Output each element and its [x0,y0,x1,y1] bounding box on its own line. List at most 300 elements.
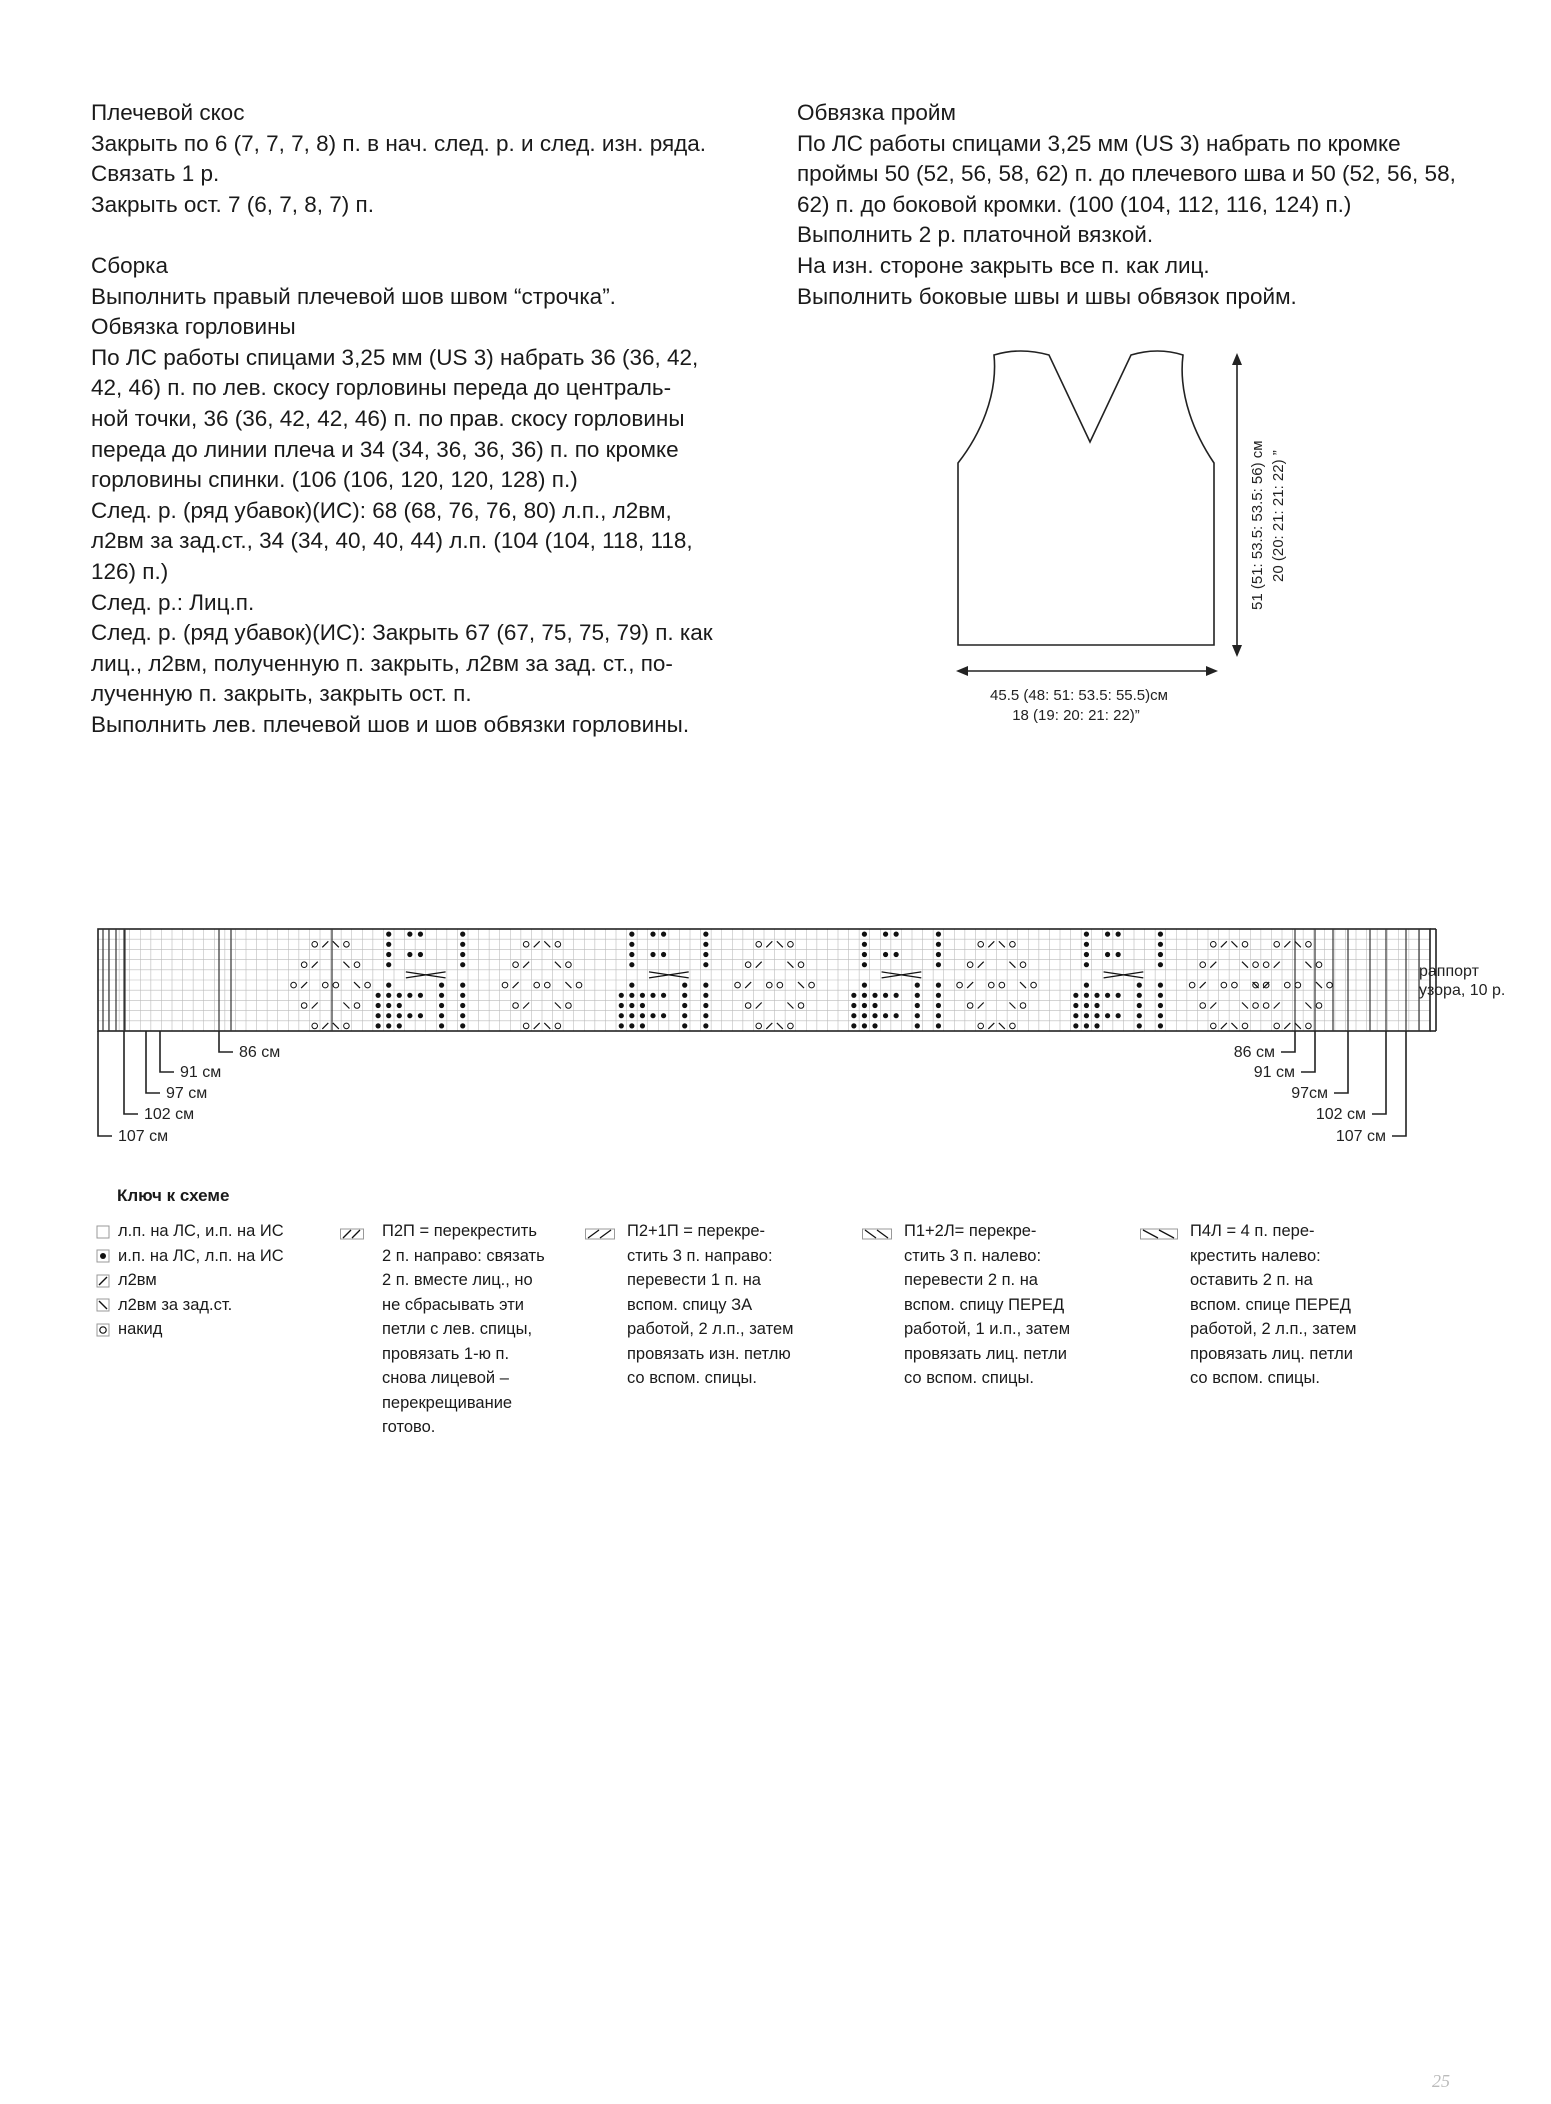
decrease-mark [534,941,540,947]
purl-dot [386,942,391,947]
purl-dot [629,1013,634,1018]
purl-dot [640,1003,645,1008]
left-text-line: л2вм за зад.ст., 34 (34, 40, 40, 44) л.п. (104 (104, 118, 118, [91,528,693,554]
purl-dot [386,962,391,967]
yarn-over-mark [1031,982,1037,988]
purl-dot [851,1023,856,1028]
decrease-mark [798,982,804,988]
purl-dot [650,1013,655,1018]
purl-dot [851,993,856,998]
width-cm-label: 45.5 (48: 51: 53.5: 55.5)см [990,687,1168,704]
yarn-over-mark [788,942,794,948]
size-bracket-right [1301,1031,1315,1072]
key-cable-3-left [862,1219,1092,1391]
decrease-mark [1200,982,1206,988]
chart-size-labels [118,1044,1386,1145]
key-basic-text: накид [118,1320,163,1338]
key-cable-text-line: снова лицевой – [382,1369,509,1387]
purl-dot [1084,983,1089,988]
yarn-over-mark [1306,1023,1312,1029]
purl-dot [915,1013,920,1018]
purl-dot [629,983,634,988]
size-bracket-left [124,1031,138,1114]
left-text-line: По ЛС работы спицами 3,25 мм (US 3) набрать 36 (36, 42, [91,344,699,370]
decrease-mark [1305,962,1311,968]
key-cable-text-line: со вспом. спицы. [627,1369,757,1387]
decrease-mark [354,982,360,988]
key-cable-text-line: П4Л = 4 п. пере- [1190,1222,1315,1240]
decrease-mark [523,1003,529,1009]
decrease-mark [565,982,571,988]
yarn-over-mark [555,942,561,948]
purl-dot [936,952,941,957]
yarn-over-mark [1010,1023,1016,1029]
size-label-right: 102 см [1315,1106,1366,1123]
arrow-right-icon [1206,666,1218,676]
purl-dot [460,962,465,967]
key-basic-item [96,1293,326,1318]
purl-dot [872,1003,877,1008]
key-symbol [96,1268,114,1293]
purl-dot [883,993,888,998]
decrease-mark [333,1023,339,1029]
key-cable-text-line: провязать лиц. петли [904,1344,1067,1363]
key-symbol [96,1219,114,1244]
decrease-mark [1221,1023,1227,1029]
yarn-over-mark [566,962,572,968]
yarn-over-mark [1316,1003,1322,1009]
purl-dot [1094,1023,1099,1028]
purl-dot [460,983,465,988]
left-text-line: горловины спинки. (106 (106, 120, 120, 128) п.) [91,467,578,493]
chart-key-title: Ключ к схеме [117,1186,230,1205]
yarn-over-mark [1020,1003,1026,1009]
key-cable-symbol [862,1219,898,1248]
left-text-line: След. р.: Лиц.п. [91,589,255,615]
key-cable-symbol [1140,1219,1184,1248]
size-label-right: 91 см [1253,1064,1295,1081]
purl-dot [936,983,941,988]
purl-dot [1137,1023,1142,1028]
key-cable-text-line: работой, 2 л.п., затем [627,1320,794,1338]
key-cable-text [1190,1219,1356,1391]
size-label-left: 102 см [144,1106,195,1123]
yarn-over-mark [365,982,371,988]
left-text-line: лиц., л2вм, полученную п. закрыть, л2вм за зад. ст., по- [91,650,673,676]
key-symbol [96,1317,114,1342]
yarn-over-mark [1253,1003,1259,1009]
left-text-line: Плечевой скос [91,100,245,125]
left-text-line: 126) п.) [91,558,169,584]
purl-dot [386,952,391,957]
purl-dot [439,983,444,988]
decrease-mark [1210,962,1216,968]
purl-dot [862,1023,867,1028]
key-cable-text-line: 2 п. направо: связать [382,1246,545,1265]
key-cable-text-line: вспом. спицу ПЕРЕД [904,1295,1065,1314]
purl-dot [439,1003,444,1008]
yarn-over-mark [555,1023,561,1029]
yarn-over-mark [766,982,772,988]
purl-dot [862,983,867,988]
purl-dot [703,1013,708,1018]
yarn-over-mark [1020,962,1026,968]
purl-dot [851,1003,856,1008]
purl-dot [915,993,920,998]
yarn-over-mark [1232,982,1238,988]
yarn-over-mark [534,982,540,988]
decrease-mark [343,962,349,968]
left-text-line: переда до линии плеча и 34 (34, 36, 36, 36) п. по кромке [91,436,679,462]
purl-dot [1084,932,1089,937]
purl-dot [460,1013,465,1018]
left-slash-icon [96,1298,110,1312]
decrease-mark [1009,962,1015,968]
chart-grid [98,929,1436,1031]
purl-dot [883,932,888,937]
key-cable-text [627,1219,793,1391]
yarn-over-mark [344,1023,350,1029]
purl-dot [1158,993,1163,998]
decrease-mark [756,962,762,968]
purl-dot [1158,983,1163,988]
yarn-over-mark [576,982,582,988]
chart-size-brackets [98,1031,1406,1136]
purl-dot [661,993,666,998]
purl-dot [386,1013,391,1018]
yarn-over-mark [809,982,815,988]
left-text-line: ной точки, 36 (36, 42, 42, 46) п. по прав. скосу горловины [91,405,685,431]
decrease-mark [988,941,994,947]
purl-dot [1084,962,1089,967]
purl-dot [1105,993,1110,998]
purl-dot [1105,932,1110,937]
decrease-mark [999,1023,1005,1029]
yarn-over-mark [1306,942,1312,948]
yarn-over-mark [1284,982,1290,988]
cable-3-left-icon [862,1228,892,1240]
yarn-over-mark [957,982,963,988]
left-text-line: След. р. (ряд убавок)(ИС): Закрыть 67 (67, 75, 75, 79) п. как [91,620,713,646]
decrease-mark [756,1003,762,1009]
key-cable-text-line: П2П = перекрестить [382,1222,537,1240]
decrease-mark [333,941,339,947]
yarn-over-mark [978,1023,984,1029]
key-cable-text-line: готово. [382,1418,436,1436]
decrease-mark [1009,1003,1015,1009]
yarn-over-mark [756,1023,762,1029]
yarn-over-mark [1200,962,1206,968]
key-cable-text-line: провязать лиц. петли [1190,1344,1353,1363]
decrease-mark [978,1003,984,1009]
key-cable-text-line: не сбрасывать эти [382,1295,524,1314]
right-text-line: Выполнить 2 р. платочной вязкой. [797,222,1154,248]
purl-dot [915,1023,920,1028]
key-cable-text-line: крестить налево: [1190,1246,1321,1265]
decrease-mark [312,962,318,968]
purl-dot [883,952,888,957]
purl-dot [936,932,941,937]
yarn-over-mark [523,942,529,948]
decrease-mark [988,1023,994,1029]
purl-dot [407,1013,412,1018]
vest-outline [958,351,1214,645]
decrease-mark [1316,982,1322,988]
decrease-mark [787,1003,793,1009]
decrease-mark [544,1023,550,1029]
key-symbol [96,1244,114,1269]
purl-dot [682,1023,687,1028]
purl-dot [397,993,402,998]
purl-dot [386,932,391,937]
yarn-over-mark [798,1003,804,1009]
purl-dot [640,1023,645,1028]
yarn-over-mark [978,942,984,948]
purl-dot [894,932,899,937]
key-cable-3-right [585,1219,815,1391]
decrease-mark [777,941,783,947]
right-text-line: Выполнить боковые швы и швы обвязок пройм. [797,283,1297,309]
purl-dot [619,993,624,998]
size-label-right: 97см [1291,1085,1328,1102]
yarn-over-mark [1242,942,1248,948]
yarn-over-mark [1274,1023,1280,1029]
decrease-mark [766,941,772,947]
right-text-line: 62) п. до боковой кромки. (100 (104, 112, 116, 124) п.) [797,191,1352,217]
decrease-mark [1274,1003,1280,1009]
left-text-line: След. р. (ряд убавок)(ИС): 68 (68, 76, 76, 80) л.п., л2вм, [91,497,672,523]
purl-dot [872,1023,877,1028]
key-cable-text-line: 2 п. вместе лиц., но [382,1271,533,1289]
purl-dot [418,932,423,937]
yarn-over-mark [745,962,751,968]
empty-square-icon [96,1225,110,1239]
purl-dot [460,993,465,998]
decrease-mark [513,982,519,988]
purl-dot [418,993,423,998]
decrease-mark [787,962,793,968]
key-cable-text-line: стить 3 п. налево: [904,1246,1042,1265]
purl-dot [1073,1013,1078,1018]
key-cable-text-line: П1+2Л= перекре- [904,1222,1037,1240]
yarn-over-mark [988,982,994,988]
purl-dot [619,1023,624,1028]
purl-dot [862,993,867,998]
key-cable-text-line: петли с лев. спицы, [382,1320,533,1338]
purl-dot [439,993,444,998]
purl-dot [862,932,867,937]
decrease-mark [978,962,984,968]
key-symbol [96,1293,114,1318]
yarn-over-mark [354,962,360,968]
purl-dot [439,1013,444,1018]
key-cable-text-line: перевести 1 п. на [627,1271,761,1289]
purl-dot [703,952,708,957]
purl-dot [1158,962,1163,967]
stitch-chart [98,929,1505,1145]
yarn-over-mark [354,1003,360,1009]
yarn-over-mark [301,1003,307,1009]
decrease-mark [301,982,307,988]
left-text-line: Закрыть по 6 (7, 7, 7, 8) п. в нач. след. р. и след. изн. ряда. [91,130,707,156]
decrease-mark [322,1023,328,1029]
right-text-line: На изн. стороне закрыть все п. как лиц. [797,252,1210,278]
repeat-label-line2: узора, 10 р. [1419,982,1506,999]
key-cable-text-line: провязать изн. петлю [627,1344,791,1363]
size-label-left: 86 см [239,1044,281,1061]
key-cable-symbol [340,1219,376,1248]
cable-2-right-icon [340,1228,364,1240]
yarn-over-mark [788,1023,794,1029]
key-cable-text-line: работой, 2 л.п., затем [1190,1320,1357,1338]
left-text-line: Выполнить лев. плечевой шов и шов обвязки горловины. [91,711,690,737]
purl-dot [376,1023,381,1028]
purl-dot [936,993,941,998]
yarn-over-mark [312,1023,318,1029]
purl-dot [1084,1023,1089,1028]
yarn-over-mark [777,982,783,988]
size-bracket-right [1281,1031,1295,1052]
yarn-over-mark [333,982,339,988]
purl-dot [397,1023,402,1028]
key-cable-item [585,1219,815,1391]
purl-dot [629,962,634,967]
decrease-mark [555,1003,561,1009]
purl-dot [682,993,687,998]
purl-dot [460,1023,465,1028]
purl-dot [460,932,465,937]
decrease-mark [777,1023,783,1029]
purl-dot [1158,1013,1163,1018]
decrease-mark [1274,962,1280,968]
key-cable-4-left [1140,1219,1370,1391]
purl-dot [661,952,666,957]
left-text-line: лученную п. закрыть, закрыть ост. п. [91,681,472,707]
yarn-over-mark [798,962,804,968]
yarn-over-mark [1221,982,1227,988]
left-text-line: Выполнить правый плечевой шов швом “строчка”. [91,283,616,309]
purl-dot [862,1013,867,1018]
size-bracket-left [98,1031,112,1136]
decrease-mark [1020,982,1026,988]
purl-dot [386,983,391,988]
right-text-line: проймы 50 (52, 56, 58, 62) п. до плечевого шва и 50 (52, 56, 58, [797,161,1456,187]
arrow-down-icon [1232,645,1242,657]
yarn-over-mark [1189,982,1195,988]
purl-dot [851,1013,856,1018]
decrease-mark [534,1023,540,1029]
yarn-over-mark [344,942,350,948]
yarn-over-mark [999,982,1005,988]
right-text-line: Обвязка пройм [797,100,956,125]
left-text-line: Обвязка горловины [91,314,296,340]
left-text-line: Сборка [91,252,169,278]
purl-dot [1158,932,1163,937]
yarn-over-mark [1253,962,1259,968]
yarn-over-mark [513,962,519,968]
purl-dot [629,1023,634,1028]
purl-dot [650,932,655,937]
purl-dot [682,1013,687,1018]
key-cable-item [862,1219,1092,1391]
key-basic-item [96,1219,326,1244]
purl-dot [629,993,634,998]
decrease-mark [1210,1003,1216,1009]
size-label-right: 86 см [1233,1044,1275,1061]
purl-dot [1158,1023,1163,1028]
yarn-over-mark [1210,1023,1216,1029]
purl-dot [376,1013,381,1018]
purl-dot [862,952,867,957]
left-text-line: 42, 46) п. по лев. скосу горловины переда до централь- [91,375,672,401]
purl-dot [883,1013,888,1018]
key-cable-2-right [340,1219,570,1440]
key-basic-item [96,1268,326,1293]
purl-dot [1094,1003,1099,1008]
arrow-left-icon [956,666,968,676]
yarn-over-mark [745,1003,751,1009]
cable-3-right-icon [585,1228,615,1240]
purl-dot [397,1013,402,1018]
right-slash-icon [96,1274,110,1288]
purl-dot [439,1023,444,1028]
vest-schematic [956,351,1242,676]
decrease-mark [766,1023,772,1029]
key-cable-text-line: стить 3 п. направо: [627,1246,773,1265]
purl-dot [376,993,381,998]
purl-dot [703,932,708,937]
key-basic-text: л.п. на ЛС, и.п. на ИС [118,1222,284,1240]
yarn-over-mark [1263,962,1269,968]
purl-dot [1084,993,1089,998]
purl-dot [650,993,655,998]
purl-dot [1084,942,1089,947]
purl-dot [1137,1003,1142,1008]
purl-dot [1137,993,1142,998]
key-cable-text-line: вспом. спице ПЕРЕД [1190,1295,1351,1314]
yarn-over-mark [1274,942,1280,948]
decrease-mark [1231,1023,1237,1029]
purl-dot [661,1013,666,1018]
purl-dot [1084,952,1089,957]
decrease-mark [1305,1003,1311,1009]
decrease-mark [555,962,561,968]
purl-dot [682,1003,687,1008]
key-cable-symbol [585,1219,621,1248]
purl-dot [1116,952,1121,957]
length-in-label: 20 (20: 21: 21: 22) ” [1270,450,1287,582]
purl-dot [1158,1003,1163,1008]
page-number: 25 [1432,2071,1450,2091]
purl-dot [386,993,391,998]
decrease-mark [999,941,1005,947]
purl-dot [640,1013,645,1018]
yarn-over-mark [523,1023,529,1029]
yarn-over-mark [513,1003,519,1009]
decrease-mark [322,941,328,947]
repeat-label-line1: раппорт [1419,963,1479,980]
purl-dot [407,932,412,937]
purl-dot [629,1003,634,1008]
size-bracket-left [219,1031,233,1052]
purl-dot [1158,942,1163,947]
purl-dot [1084,1003,1089,1008]
size-label-left: 97 см [166,1085,208,1102]
purl-dot [1094,1013,1099,1018]
purl-dot [407,993,412,998]
purl-dot [1137,1013,1142,1018]
purl-dot [1073,1003,1078,1008]
